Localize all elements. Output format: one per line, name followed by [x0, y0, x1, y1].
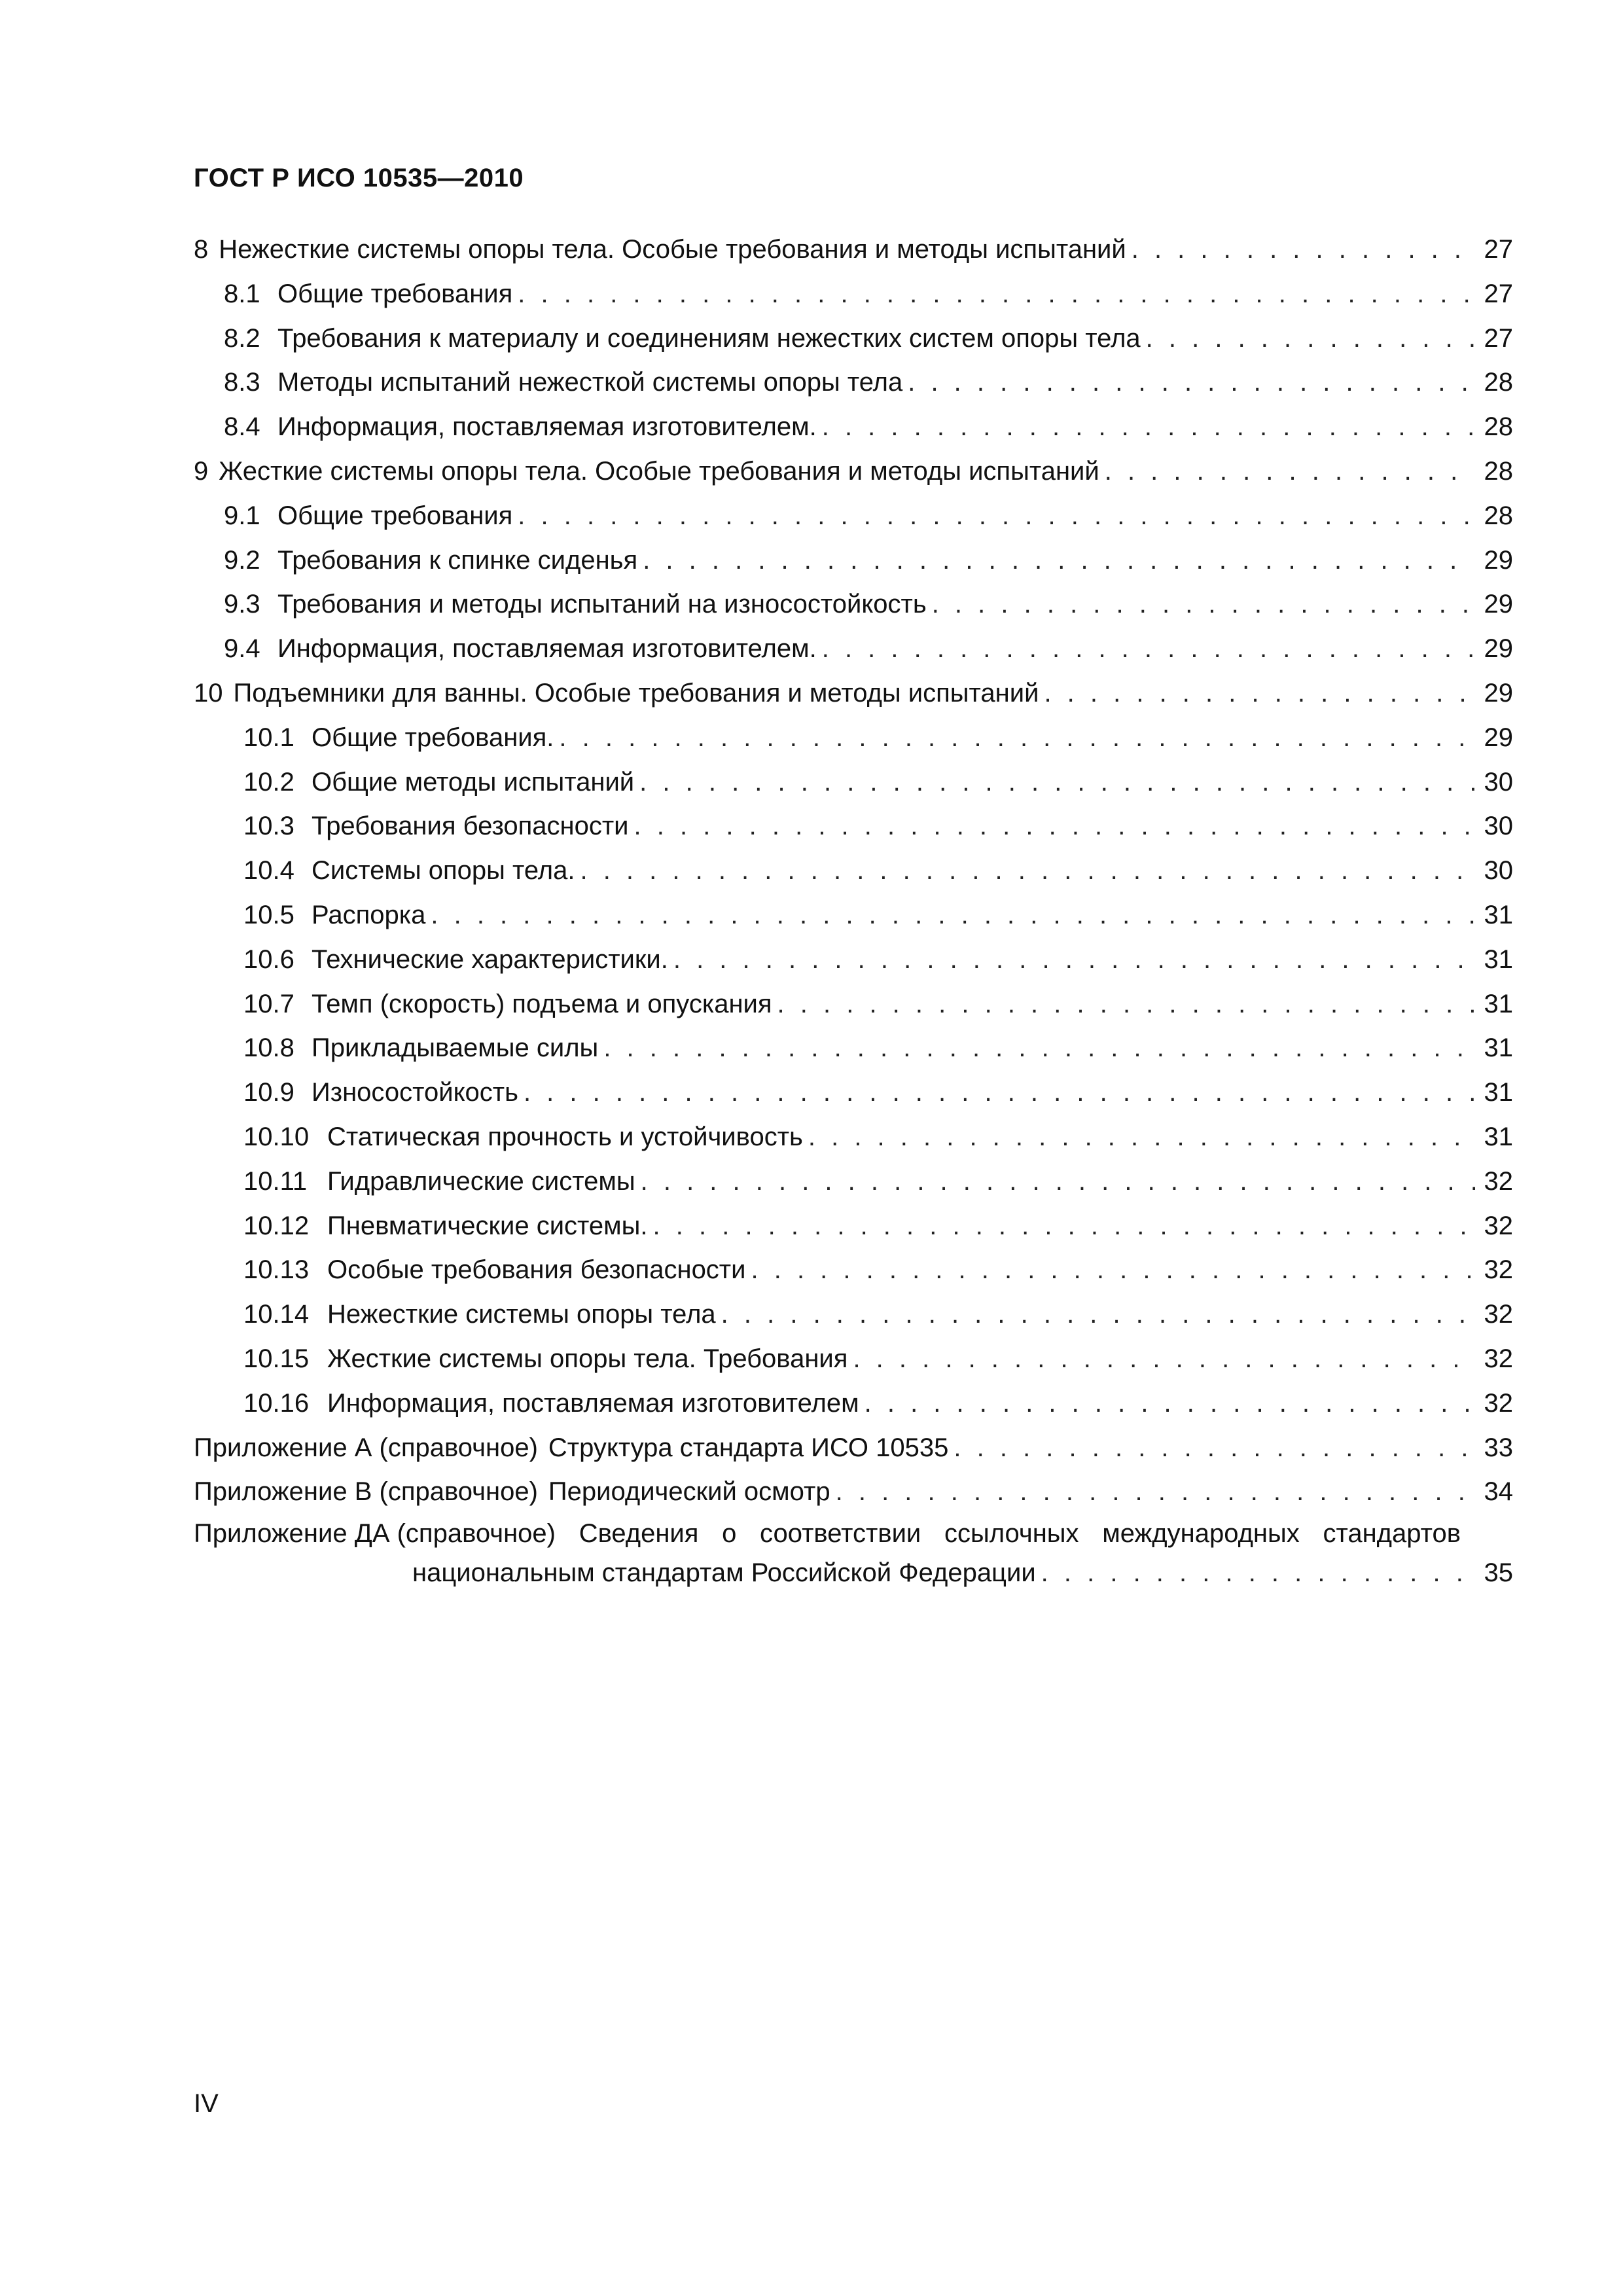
toc-title: Общие требования	[277, 279, 513, 308]
toc-title: Общие требования	[277, 501, 513, 530]
toc-appendix-a[interactable]	[194, 1426, 1513, 1471]
toc-leader-dots	[954, 1426, 1475, 1471]
toc-title: Износостойкость	[312, 1078, 518, 1107]
toc-title: Структура стандарта ИСО 10535	[548, 1433, 949, 1462]
toc-page-number: 29	[1484, 545, 1513, 575]
toc-entry-10-9[interactable]	[194, 1071, 1513, 1115]
toc-leader-dots	[641, 1160, 1475, 1204]
toc-page-number: 31	[1484, 900, 1513, 929]
toc-number: 10.15	[243, 1344, 310, 1373]
toc-page-number: 29	[1484, 590, 1513, 619]
document-header: ГОСТ Р ИСО 10535—2010	[194, 164, 524, 192]
toc-leader-dots	[634, 804, 1475, 849]
toc-number: 8.3	[224, 368, 260, 397]
toc-page-number: 28	[1484, 368, 1513, 397]
toc-number: 10.6	[243, 944, 294, 974]
toc-leader-dots	[518, 494, 1475, 539]
toc-leader-dots	[865, 1382, 1475, 1426]
toc-page-number: 32	[1484, 1211, 1513, 1240]
toc-title: Особые требования безопасности	[327, 1255, 746, 1285]
toc-title: Темп (скорость) подъема и опускания	[312, 989, 772, 1018]
toc-number: 10.1	[243, 723, 294, 752]
toc-number: 10	[194, 678, 223, 708]
toc-number: 10.3	[243, 812, 294, 841]
toc-title: Периодический осмотр	[548, 1477, 830, 1507]
toc-leader-dots	[777, 982, 1475, 1027]
toc-number: 10.16	[243, 1388, 310, 1418]
toc-entry-8-3[interactable]	[194, 361, 1513, 405]
toc-page-number: 28	[1484, 501, 1513, 530]
toc-entry-10-11[interactable]	[194, 1160, 1513, 1204]
toc-title: Требования безопасности	[312, 812, 629, 841]
toc-title: Жесткие системы опоры тела. Особые требования и методы испытаний	[219, 456, 1099, 486]
toc-page-number: 29	[1484, 723, 1513, 752]
toc-title: Общие требования.	[312, 723, 554, 752]
toc-page-number: 32	[1484, 1255, 1513, 1285]
toc-page-number: 28	[1484, 412, 1513, 442]
toc-title: Методы испытаний нежесткой системы опоры тела	[277, 368, 903, 397]
toc-page-number: 29	[1484, 678, 1513, 708]
toc-number: 10.4	[243, 856, 294, 886]
toc-entry-8-1[interactable]	[194, 272, 1513, 317]
toc-number: 10.13	[243, 1255, 310, 1285]
toc-entry-10-7[interactable]	[194, 982, 1513, 1027]
toc-page-number: 32	[1484, 1344, 1513, 1373]
toc-page-number: 33	[1484, 1433, 1513, 1462]
toc-leader-dots	[673, 938, 1475, 982]
toc-page-number: 27	[1484, 323, 1513, 353]
page-number-footer: IV	[194, 2089, 219, 2118]
appendix-word: международных	[1102, 1519, 1300, 1549]
toc-number: 10.5	[243, 900, 294, 929]
toc-title: Требования к спинке сиденья	[277, 545, 638, 575]
toc-title: Статическая прочность и устойчивость	[327, 1122, 803, 1151]
toc-page-number: 31	[1484, 1122, 1513, 1151]
toc-entry-10-14[interactable]	[194, 1293, 1513, 1337]
toc-entry-10-8[interactable]	[194, 1026, 1513, 1071]
appendix-word: ссылочных	[944, 1519, 1079, 1549]
toc-page-number: 31	[1484, 944, 1513, 974]
toc-leader-dots	[853, 1337, 1475, 1382]
toc-entry-10-5[interactable]	[194, 893, 1513, 938]
appendix-da-second-line	[194, 1552, 1513, 1593]
toc-leader-dots	[524, 1071, 1475, 1115]
toc-page-number: 30	[1484, 812, 1513, 841]
toc-entry-10-13[interactable]	[194, 1248, 1513, 1293]
toc-title: Технические характеристики.	[312, 944, 668, 974]
toc-number: 8.4	[224, 412, 260, 442]
toc-page-number: 27	[1484, 235, 1513, 264]
toc-entry-9-4[interactable]	[194, 627, 1513, 672]
toc-entry-10-1[interactable]	[194, 716, 1513, 761]
toc-leader-dots	[603, 1026, 1475, 1071]
toc-title: Информация, поставляемая изготовителем	[327, 1388, 859, 1418]
toc-page-number: 29	[1484, 634, 1513, 664]
toc-number: 9.1	[224, 501, 260, 530]
toc-entry-10-16[interactable]	[194, 1382, 1513, 1426]
toc-page-number: 31	[1484, 1033, 1513, 1063]
toc-title: Общие методы испытаний	[312, 767, 635, 797]
toc-entry-10-10[interactable]	[194, 1115, 1513, 1160]
toc-entry-10-15[interactable]	[194, 1337, 1513, 1382]
toc-leader-dots	[822, 627, 1475, 672]
appendix-da-first-line	[194, 1515, 1513, 1552]
toc-leader-dots	[1044, 672, 1475, 716]
toc-leader-dots	[1146, 317, 1475, 361]
toc-page-number: 34	[1484, 1477, 1513, 1507]
toc-leader-dots	[721, 1293, 1475, 1337]
toc-number: 10.2	[243, 767, 294, 797]
appendix-label: Приложение А (справочное)	[194, 1433, 538, 1462]
appendix-label: Приложение В (справочное)	[194, 1477, 538, 1507]
toc-number: 10.9	[243, 1078, 294, 1107]
toc-leader-dots	[431, 893, 1475, 938]
toc-leader-dots	[639, 761, 1475, 805]
toc-number: 10.7	[243, 989, 294, 1018]
toc-leader-dots	[518, 272, 1475, 317]
toc-title: Информация, поставляемая изготовителем.	[277, 412, 817, 442]
toc-number: 9.4	[224, 634, 260, 664]
toc-page-number: 35	[1484, 1558, 1513, 1588]
appendix-word: соответствии	[760, 1519, 921, 1549]
toc-page-number: 28	[1484, 456, 1513, 486]
toc-leader-dots	[836, 1470, 1475, 1515]
toc-entry-10-3[interactable]	[194, 804, 1513, 849]
toc-entry-10-6[interactable]	[194, 938, 1513, 982]
toc-page-number: 31	[1484, 989, 1513, 1018]
toc-page-number: 31	[1484, 1078, 1513, 1107]
toc-title: Требования и методы испытаний на износостойкость	[277, 590, 927, 619]
toc-page-number: 32	[1484, 1300, 1513, 1329]
toc-leader-dots	[1041, 1552, 1475, 1593]
toc-leader-dots	[908, 361, 1475, 405]
toc-leader-dots	[559, 716, 1475, 761]
toc-page-number: 32	[1484, 1388, 1513, 1418]
toc-number: 10.11	[243, 1166, 308, 1196]
toc-number: 8	[194, 235, 209, 264]
toc-entry-10-12[interactable]	[194, 1204, 1513, 1249]
toc-title: Распорка	[312, 900, 426, 929]
toc-entry-10[interactable]	[194, 672, 1513, 716]
toc-title: Пневматические системы.	[327, 1211, 648, 1240]
toc-number: 10.8	[243, 1033, 294, 1063]
toc-title: Требования к материалу и соединениям нежестких систем опоры тела	[277, 323, 1141, 353]
toc-page-number: 27	[1484, 279, 1513, 308]
toc-leader-dots	[751, 1248, 1475, 1293]
toc-number: 9.3	[224, 590, 260, 619]
toc-number: 9	[194, 456, 209, 486]
toc-entry-8[interactable]	[194, 228, 1513, 272]
toc-leader-dots	[822, 405, 1475, 450]
toc-leader-dots	[580, 849, 1475, 893]
toc-title: Нежесткие системы опоры тела	[327, 1300, 716, 1329]
toc-leader-dots	[1105, 450, 1475, 494]
toc-page-number: 30	[1484, 856, 1513, 886]
toc-title: Нежесткие системы опоры тела. Особые требования и методы испытаний	[219, 235, 1126, 264]
toc-page-number: 32	[1484, 1166, 1513, 1196]
toc-number: 8.1	[224, 279, 260, 308]
toc-title: Информация, поставляемая изготовителем.	[277, 634, 817, 664]
toc-title: национальным стандартам Российской Федерации	[412, 1558, 1036, 1588]
toc-number: 9.2	[224, 545, 260, 575]
toc-leader-dots	[1132, 228, 1475, 272]
toc-entry-8-2[interactable]	[194, 317, 1513, 361]
toc-page-number: 30	[1484, 767, 1513, 797]
toc-title: Системы опоры тела.	[312, 856, 575, 886]
toc-entry-10-2[interactable]	[194, 761, 1513, 805]
toc-number: 10.12	[243, 1211, 310, 1240]
toc-leader-dots	[653, 1204, 1475, 1249]
toc-title: Гидравлические системы	[327, 1166, 635, 1196]
toc-number: 10.10	[243, 1122, 310, 1151]
toc-leader-dots	[643, 539, 1475, 583]
toc-entry-9-3[interactable]	[194, 583, 1513, 627]
toc-entry-8-4[interactable]	[194, 405, 1513, 450]
toc-title: Прикладываемые силы	[312, 1033, 599, 1063]
toc-title: Жесткие системы опоры тела. Требования	[327, 1344, 848, 1373]
appendix-word: стандартов	[1323, 1519, 1461, 1549]
toc-entry-9[interactable]	[194, 450, 1513, 494]
toc-entry-9-1[interactable]	[194, 494, 1513, 539]
table-of-contents	[194, 228, 1513, 1593]
toc-leader-dots	[932, 583, 1475, 627]
toc-leader-dots	[808, 1115, 1475, 1160]
toc-entry-10-4[interactable]	[194, 849, 1513, 893]
appendix-word: Сведения	[579, 1519, 699, 1549]
toc-appendix-b[interactable]	[194, 1470, 1513, 1515]
toc-number: 10.14	[243, 1300, 310, 1329]
toc-number: 8.2	[224, 323, 260, 353]
appendix-label: Приложение ДА (справочное)	[194, 1519, 556, 1549]
toc-entry-9-2[interactable]	[194, 539, 1513, 583]
appendix-word: о	[722, 1519, 737, 1549]
toc-appendix-da[interactable]	[194, 1515, 1513, 1593]
toc-title: Подъемники для ванны. Особые требования и методы испытаний	[233, 678, 1039, 708]
